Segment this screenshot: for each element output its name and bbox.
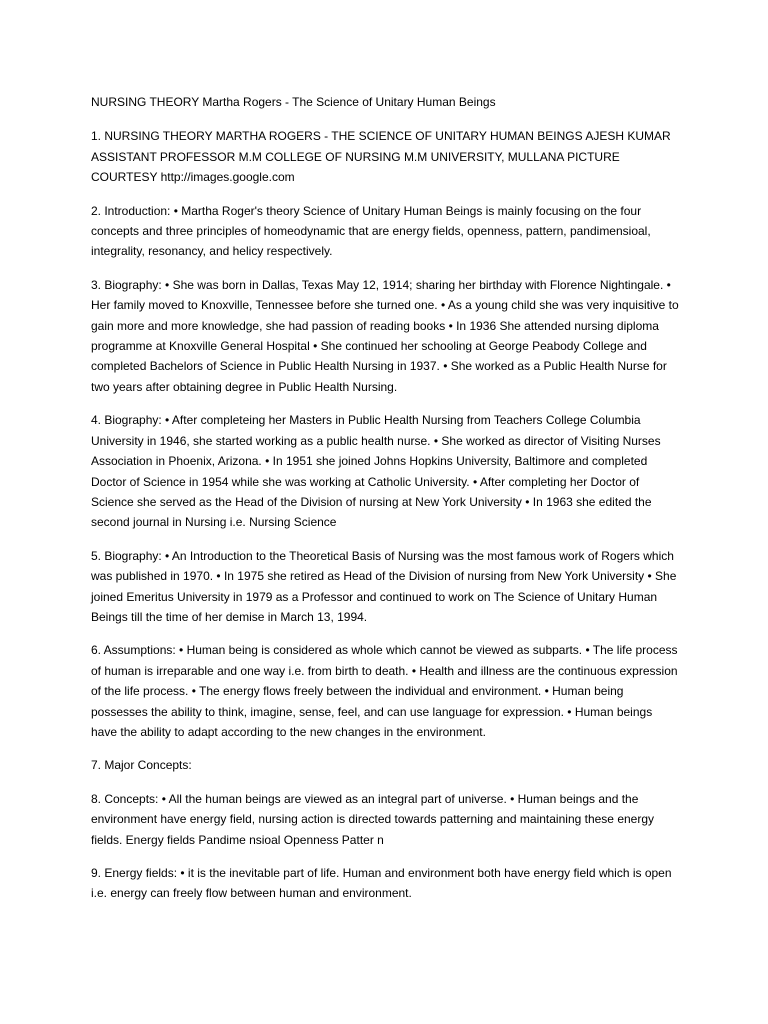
paragraph-2-introduction: 2. Introduction: • Martha Roger's theory Science of Unitary Human Beings is mainly focusing on the four concepts and three principles of homeodynamic that are energy fields, openness, pattern, pandimensioal, integrality, resonancy, and helicy respectively.	[91, 203, 651, 259]
document-page	[91, 92, 681, 917]
paragraph-5-biography: 5. Biography: • An Introduction to the Theoretical Basis of Nursing was the most famous work of Rogers which was published in 1970. • In 1975 she retired as Head of the Division of nursing from New York University • She joined Emeritus University in 1979 as a Professor and continued to work on The Science of Unitary Human Beings till the time of her demise in March 13, 1994.	[91, 548, 677, 624]
paragraph-7-major-concepts: 7. Major Concepts:	[91, 758, 192, 773]
paragraph-4-biography: 4. Biography: • After completeing her Masters in Public Health Nursing from Teachers College Columbia University in 1946, she started working as a public health nurse. • She worked as director of Visiting Nurses Association in Phoenix, Arizona. • In 1951 she joined Johns Hopkins University, Baltimore and completed Doctor of Science in 1954 while she was working at Catholic University. • After completing her Doctor of Science she served as the Head of the Division of nursing at New York University • In 1963 she edited the second journal in Nursing i.e. Nursing Science	[91, 413, 661, 530]
paragraph-1-cover: 1. NURSING THEORY MARTHA ROGERS - THE SCIENCE OF UNITARY HUMAN BEINGS AJESH KUMAR ASSISTANT PROFESSOR M.M COLLEGE OF NURSING M.M UNIVERSITY, MULLANA PICTURE COURTESY http://images.google.com	[91, 129, 671, 185]
paragraph-8-concepts: 8. Concepts: • All the human beings are viewed as an integral part of universe. • Human beings and the environment have energy field, nursing action is directed towards patterning and maintaining these energy fields. Energy fields Pandime nsioal Openness Patter n	[91, 791, 655, 847]
paragraph-3-biography: 3. Biography: • She was born in Dallas, Texas May 12, 1914; sharing her birthday with Florence Nightingale. • Her family moved to Knoxville, Tennessee before she turned one. • As a young child she was very inquisitive to gain more and more knowledge, she had passion of reading books • In 1936 She attended nursing diploma programme at Knoxville General Hospital • She continued her schooling at George Peabody College and completed Bachelors of Science in Public Health Nursing in 1937. • She worked as a Public Health Nurse for two years after obtaining degree in Public Health Nursing.	[91, 277, 679, 394]
paragraph-6-assumptions: 6. Assumptions: • Human being is considered as whole which cannot be viewed as subparts. • The life process of human is irreparable and one way i.e. from birth to death. • Health and illness are the continuous expression of the life process. • The energy flows freely between the individual and environment. • Human being possesses the ability to think, imagine, sense, feel, and can use language for expression. • Human beings have the ability to adapt according to the new changes in the environment.	[91, 643, 678, 739]
document-title: NURSING THEORY Martha Rogers - The Science of Unitary Human Beings	[91, 95, 496, 109]
paragraph-9-energy-fields: 9. Energy fields: • it is the inevitable part of life. Human and environment both have energy field which is open i.e. energy can freely flow between human and environment.	[91, 866, 672, 901]
